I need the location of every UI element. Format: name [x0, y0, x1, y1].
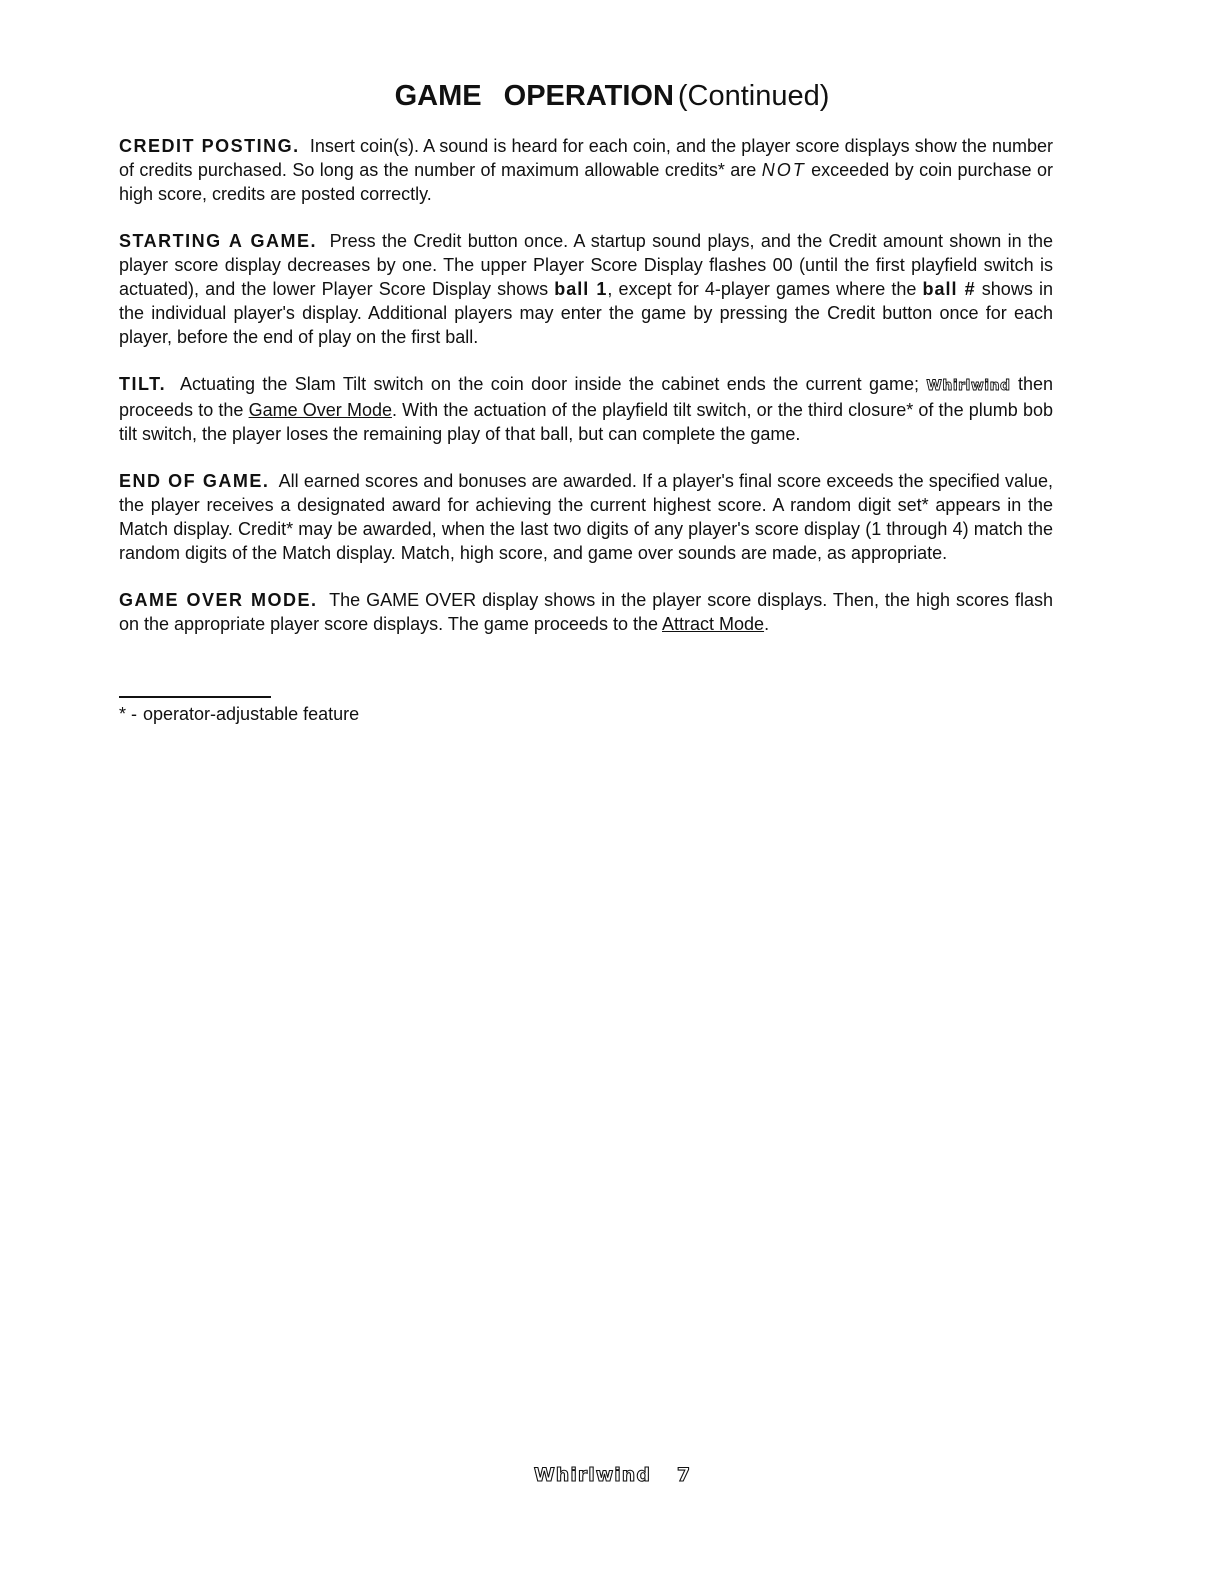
section-end-of-game: [119, 469, 1053, 565]
section-heading-game-over-mode: GAME OVER MODE.: [119, 590, 318, 610]
page-title-main: GAME OPERATION: [394, 80, 674, 112]
section-text: Actuating the Slam Tilt switch on the coin door inside the cabinet ends the current game;: [179, 374, 920, 394]
footnote-divider: [119, 696, 271, 698]
emphasis-not: NOT: [761, 160, 806, 180]
footer-game-name: Whirlwind: [533, 1464, 651, 1486]
footnote-marker: * -: [119, 704, 137, 724]
footnote: [119, 702, 359, 726]
section-starting-a-game: [119, 229, 1053, 349]
section-tilt: [119, 372, 1053, 446]
section-text: Insert coin(s). A sound is heard for each coin, and the player score displays show the number of credits purchased. So long as the number of maximum allowable credits* are: [119, 136, 1053, 180]
section-text: All earned scores and bonuses are awarded. If a player's final score exceeds the specified value, the player receives a designated award for achieving the current highest score. A random digit set* appears in the Match display. Credit* may be awarded, when the last two digits of any player's score display (1 through 4) match the random digits of the Match display. Match, high score, and game over sounds are made, as appropriate.: [119, 471, 1053, 563]
footnote-text: operator-adjustable feature: [143, 704, 360, 724]
page-title-continued: (Continued): [677, 80, 830, 112]
section-text: . With the actuation of the playfield tilt switch, or the third closure* of the plumb bob tilt switch, the player loses the remaining play of that ball, but can complete the game.: [119, 400, 1053, 444]
section-text: .: [764, 614, 770, 634]
section-credit-posting: [119, 134, 1053, 206]
section-game-over-mode: [119, 588, 1053, 636]
page-content: [119, 134, 1053, 659]
section-text: The GAME OVER display shows in the player score displays. Then, the high scores flash on the appropriate player score displays. The game proceeds to the: [119, 590, 1053, 634]
page-footer: [0, 1464, 1224, 1486]
emphasis-ball-number: ball #: [922, 279, 976, 299]
section-text: exceeded by coin purchase or high score, credits are posted correctly.: [119, 160, 1053, 204]
section-text: shows in the individual player's display. Additional players may enter the game by pressing the Credit button once for each player, before the end of play on the first ball.: [119, 279, 1053, 347]
game-name-logo: Whirlwind: [926, 378, 1011, 394]
section-heading-credit-posting: CREDIT POSTING.: [119, 136, 300, 156]
section-heading-end-of-game: END OF GAME.: [119, 471, 270, 491]
section-text: then proceeds to the: [119, 374, 1053, 420]
page-title: [0, 78, 1224, 114]
section-heading-tilt: TILT.: [119, 374, 167, 394]
attract-mode-reference: Attract Mode: [662, 614, 765, 634]
page-number: 7: [676, 1464, 691, 1486]
section-text: , except for 4-player games where the: [607, 279, 917, 299]
emphasis-ball-1: ball 1: [554, 279, 608, 299]
section-text: Press the Credit button once. A startup sound plays, and the Credit amount shown in the player score display decreases by one. The upper Player Score Display flashes 00 (until the first playfield switch is actuated), and the lower Player Score Display shows: [119, 231, 1053, 299]
game-over-mode-reference: Game Over Mode: [248, 400, 392, 420]
section-heading-starting-a-game: STARTING A GAME.: [119, 231, 317, 251]
